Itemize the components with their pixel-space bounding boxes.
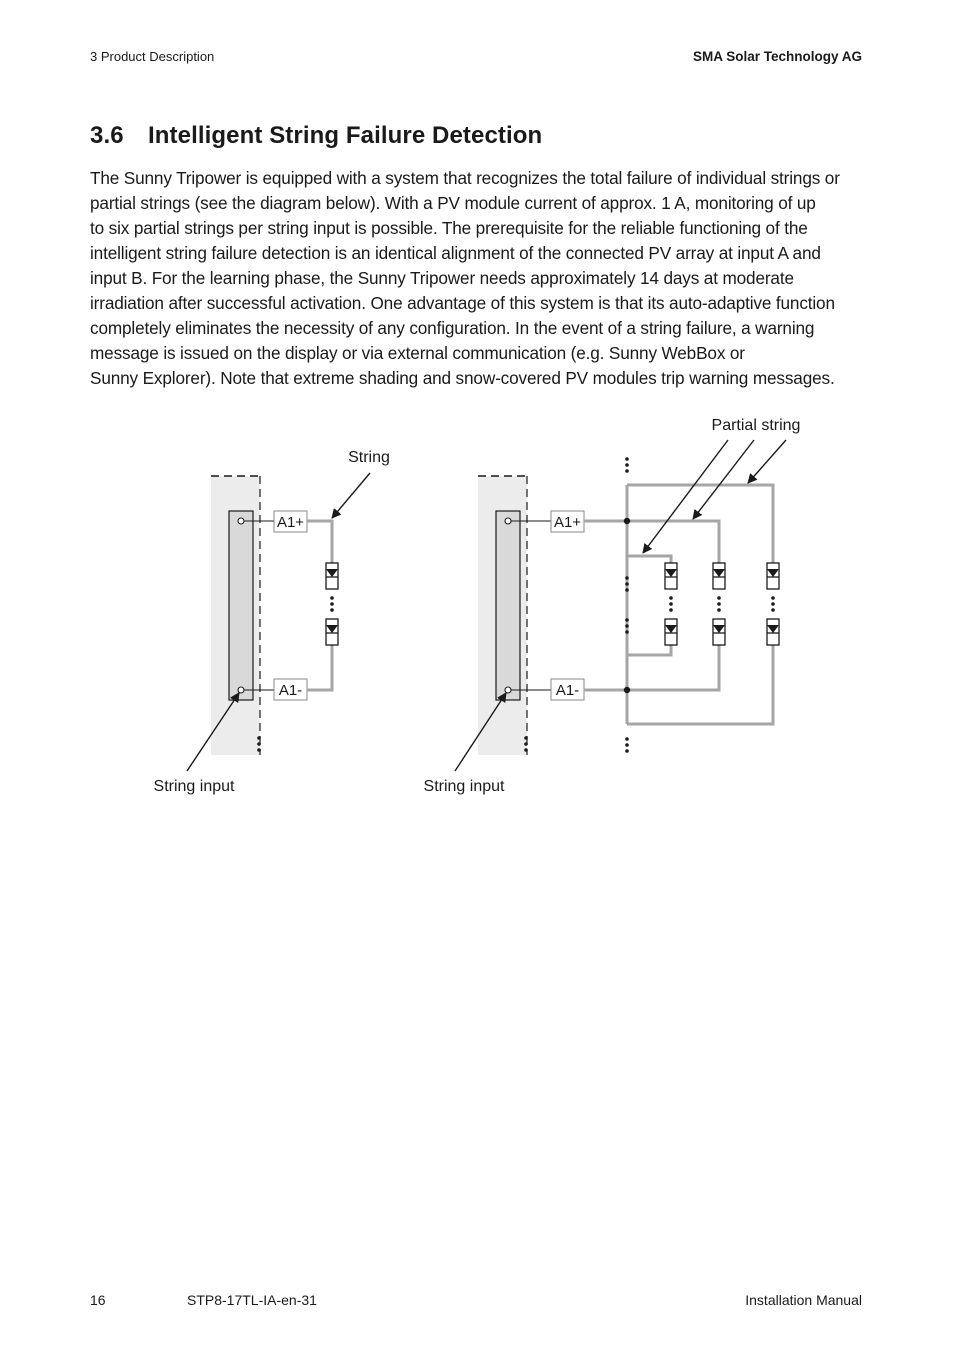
junction-node-plus xyxy=(624,518,630,524)
body-line: The Sunny Tripower is equipped with a system that recognizes the total failure of individual strings or xyxy=(90,168,840,188)
footer-document-type: Installation Manual xyxy=(745,1292,862,1308)
pv-module xyxy=(767,563,779,589)
body-line: to six partial strings per string input is possible. The prerequisite for the reliable functioning of the xyxy=(90,218,808,238)
input-connector-plus xyxy=(505,518,511,524)
pv-module xyxy=(713,563,725,589)
section-heading xyxy=(90,122,542,150)
pv-module xyxy=(713,619,725,645)
partial-string-wiring xyxy=(584,485,773,724)
body-paragraph xyxy=(90,166,865,391)
terminal-a1-plus-label: A1+ xyxy=(553,514,582,531)
body-line: intelligent string failure detection is an identical alignment of the connected PV array at input A and xyxy=(90,243,821,263)
continuation-dots xyxy=(625,457,775,753)
footer-document-code: STP8-17TL-IA-en-31 xyxy=(187,1292,317,1308)
footer-page-number: 16 xyxy=(90,1292,106,1308)
running-header-company: SMA Solar Technology AG xyxy=(692,49,862,64)
body-line: Sunny Explorer). Note that extreme shading and snow-covered PV modules trip warning messages. xyxy=(90,368,835,388)
pv-module xyxy=(665,563,677,589)
terminal-a1-minus-label: A1- xyxy=(278,682,303,699)
body-line: input B. For the learning phase, the Sunny Tripower needs approximately 14 days at moderate xyxy=(90,268,794,288)
body-line: irradiation after successful activation. One advantage of this system is that its auto-adaptive function xyxy=(90,293,835,313)
body-line: partial strings (see the diagram below). With a PV module current of approx. 1 A, monitoring of up xyxy=(90,193,816,213)
dc-input-block xyxy=(496,511,520,700)
dc-input-block xyxy=(229,511,253,700)
partial-string-pointer-arrow xyxy=(748,440,786,483)
label-string: String xyxy=(348,449,390,466)
junction-node-minus xyxy=(624,687,630,693)
body-line: message is issued on the display or via external communication (e.g. Sunny WebBox or xyxy=(90,343,745,363)
pv-module xyxy=(767,619,779,645)
string-failure-diagram xyxy=(0,400,954,810)
terminal-a1-plus-label: A1+ xyxy=(276,514,305,531)
input-connector-minus xyxy=(505,687,511,693)
input-connector-minus xyxy=(238,687,244,693)
housing-continuation-dots xyxy=(257,736,261,752)
pv-module xyxy=(326,619,338,645)
section-number: 3.6 xyxy=(90,122,124,149)
pv-module xyxy=(326,563,338,589)
string-wire-top xyxy=(307,521,332,563)
label-string-input-left: String input xyxy=(153,778,235,795)
string-pointer-arrow xyxy=(332,473,370,518)
right-partial-string-diagram xyxy=(424,417,801,795)
partial-string-pointer-arrow xyxy=(643,440,728,553)
running-header-chapter: 3 Product Description xyxy=(90,49,215,64)
partial-string-pointer-arrow xyxy=(693,440,754,519)
string-continuation-dots xyxy=(330,596,334,612)
pv-module xyxy=(665,619,677,645)
body-line: completely eliminates the necessity of any configuration. In the event of a string failure, a warning xyxy=(90,318,815,338)
left-string-diagram xyxy=(154,449,390,795)
label-partial-string: Partial string xyxy=(711,417,801,434)
housing-continuation-dots xyxy=(524,736,528,752)
section-title-text: Intelligent String Failure Detection xyxy=(148,122,543,149)
string-wire-bottom xyxy=(307,645,332,690)
terminal-a1-minus-label: A1- xyxy=(555,682,580,699)
label-string-input-right: String input xyxy=(423,778,505,795)
input-connector-plus xyxy=(238,518,244,524)
